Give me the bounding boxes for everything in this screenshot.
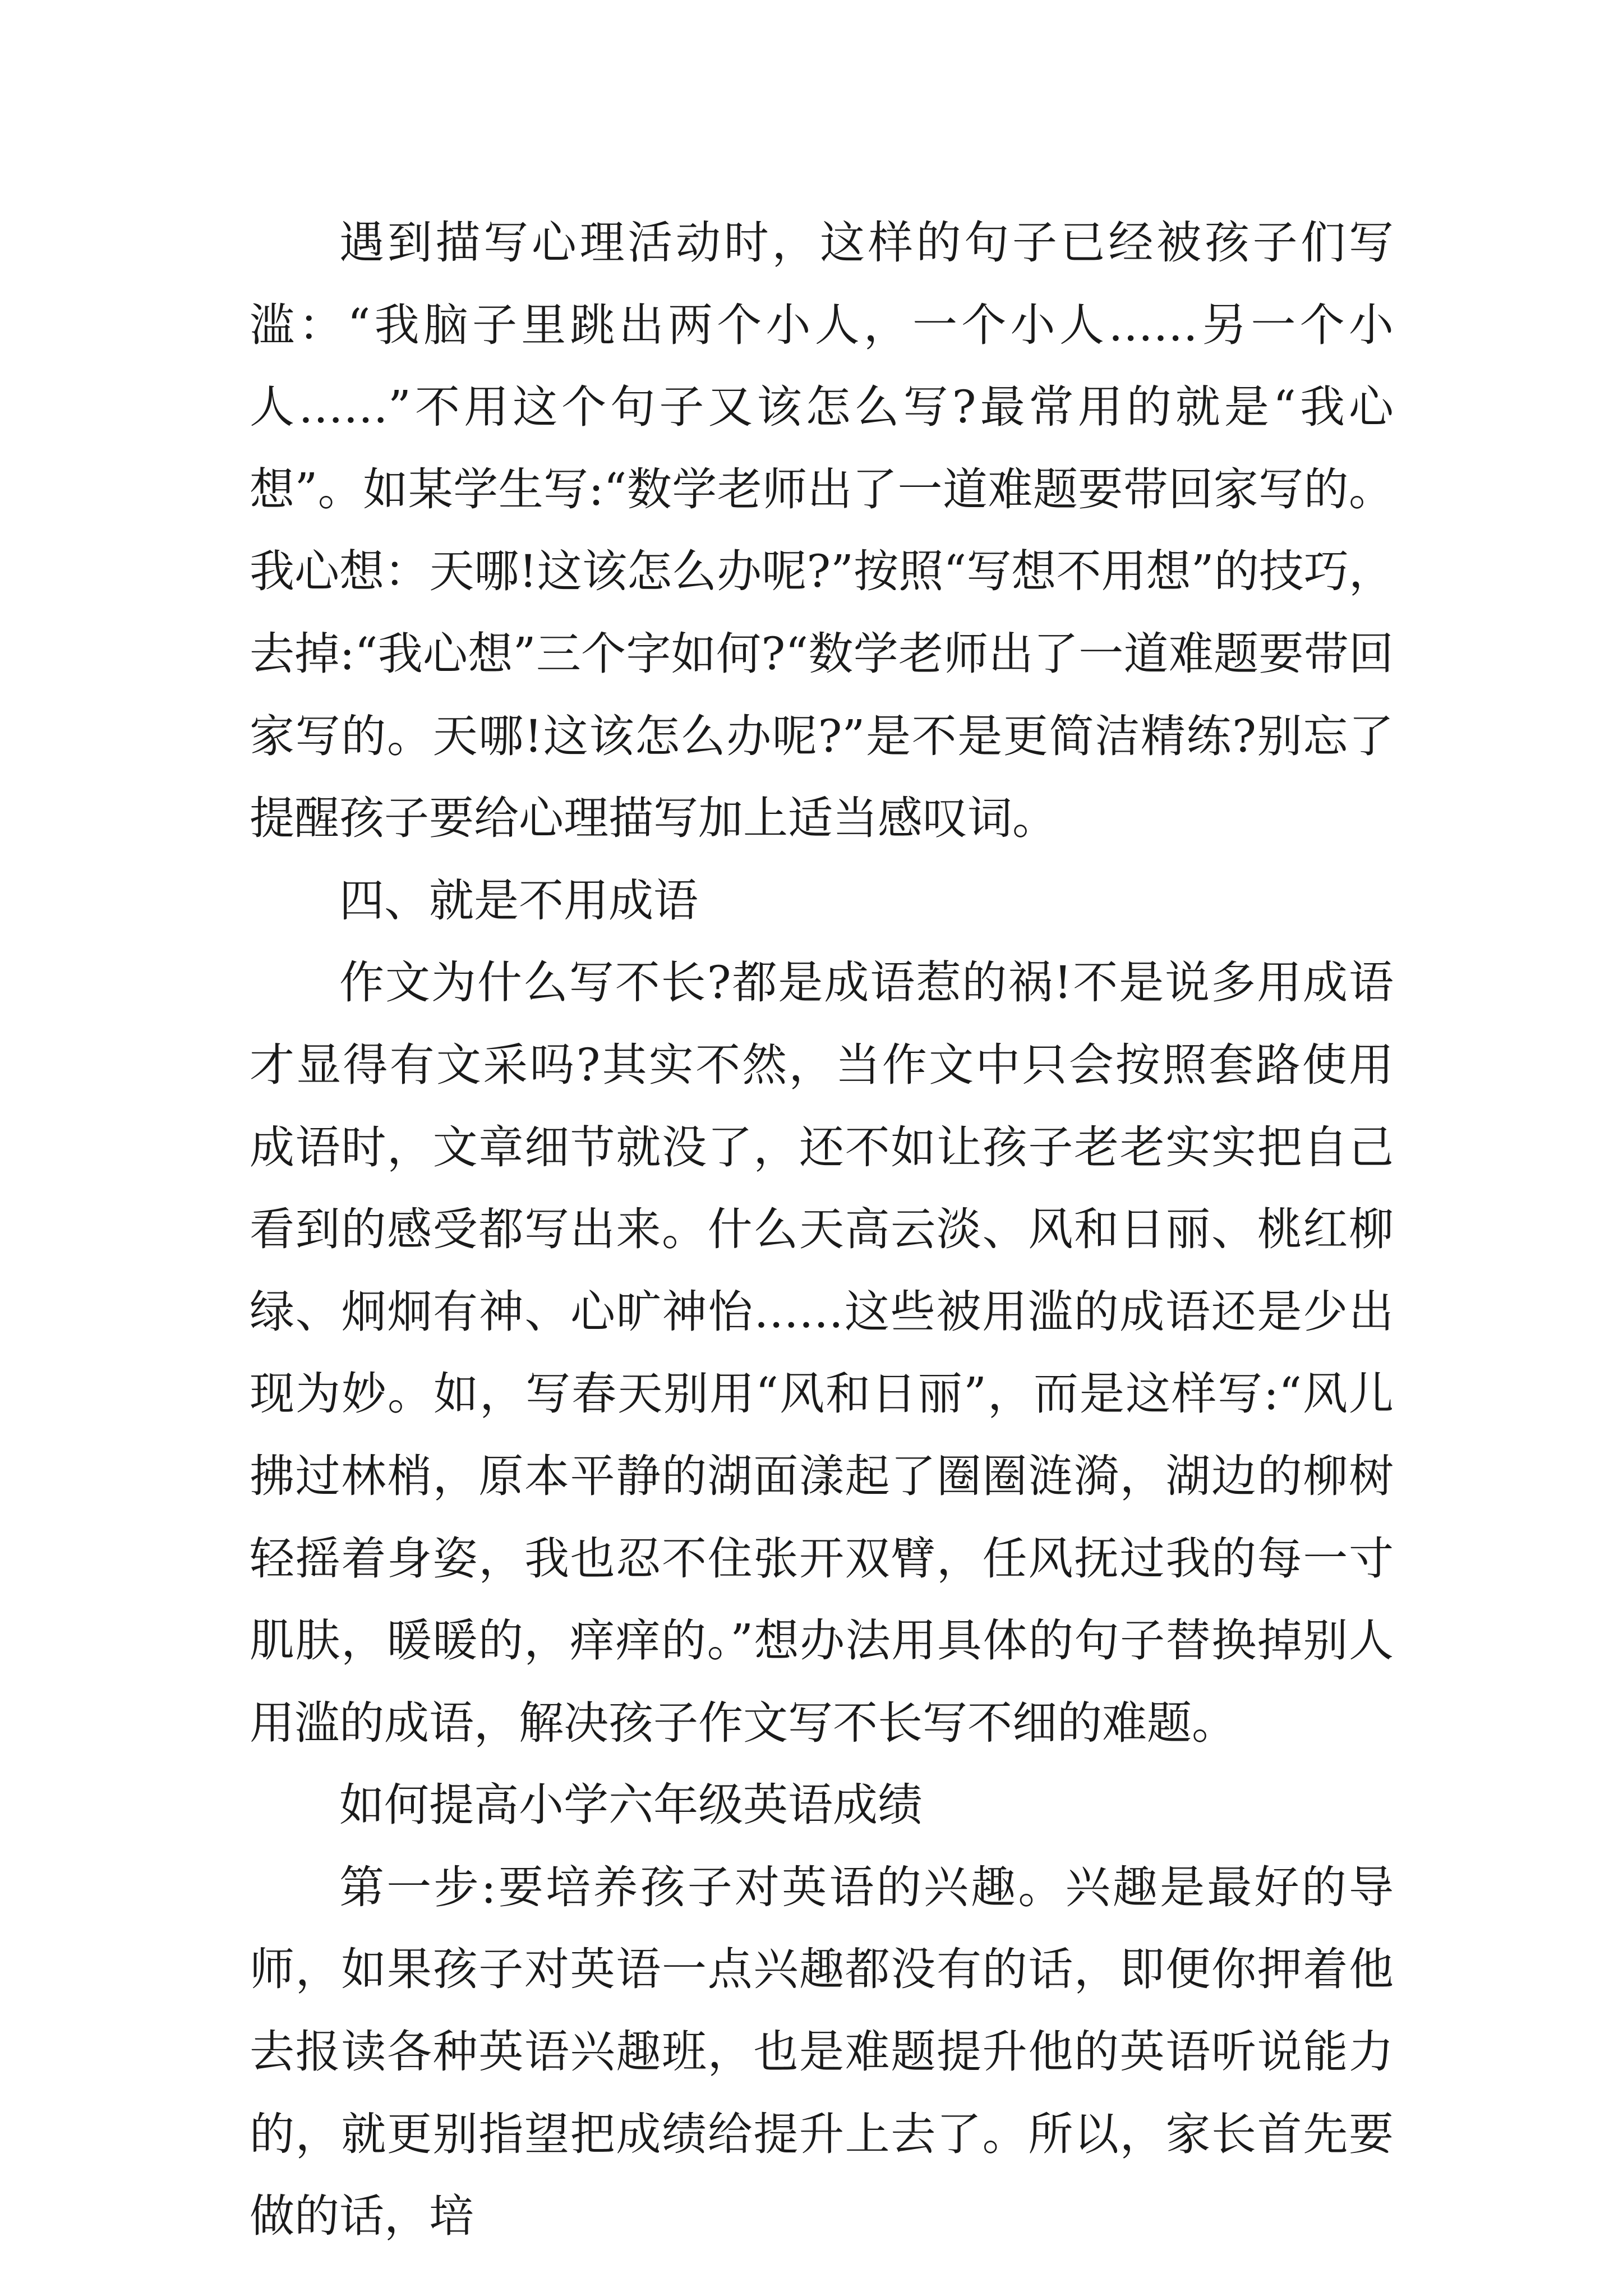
paragraph-idioms: 作文为什么写不长?都是成语惹的祸!不是说多用成语才显得有文采吗?其实不然，当作文中只会按照套路使用成语时，文章细节就没了，还不如让孩子老老实实把自己看到的感受都写出来。什么天高云淡、风和日丽、桃红柳绿、炯炯有神、心旷神怡……这些被用滥的成语还是少出现为妙。如，写春天别用“风和日丽”，而是这样写:“风儿拂过林梢，原本平静的湖面漾起了圈圈涟漪，湖边的柳树轻摇着身姿，我也忍不住张开双臂，任风抚过我的每一寸肌肤，暖暖的，痒痒的。”想办法用具体的句子替换掉别人用滥的成语，解决孩子作文写不长写不细的难题。 — [250, 956, 1394, 1749]
paragraph-psychology: 遇到描写心理活动时，这样的句子已经被孩子们写滥：“我脑子里跳出两个小人，一个小人……另一个小人……”不用这个句子又该怎么写?最常用的就是“我心想”。如某学生写:“数学老师出了一道难题要带回家写的。我心想：天哪!这该怎么办呢?”按照“写想不用想”的技巧，去掉:“我心想”三个字如何?“数学老师出了一道难题要带回家写的。天哪!这该怎么办呢?”是不是更简洁精练?别忘了提醒孩子要给心理描写加上适当感叹词。 — [250, 217, 1394, 845]
paragraph-english-step-one: 第一步:要培养孩子对英语的兴趣。兴趣是最好的导师，如果孩子对英语一点兴趣都没有的话，即便你押着他去报读各种英语兴趣班，也是难题提升他的英语听说能力的，就更别指望把成绩给提升上去了。所以，家长首先要做的话，培 — [250, 1861, 1394, 2243]
section-heading-idioms: 四、就是不用成语 — [339, 874, 698, 927]
section-heading-english: 如何提高小学六年级英语成绩 — [339, 1779, 923, 1832]
document-body — [250, 202, 1394, 2258]
